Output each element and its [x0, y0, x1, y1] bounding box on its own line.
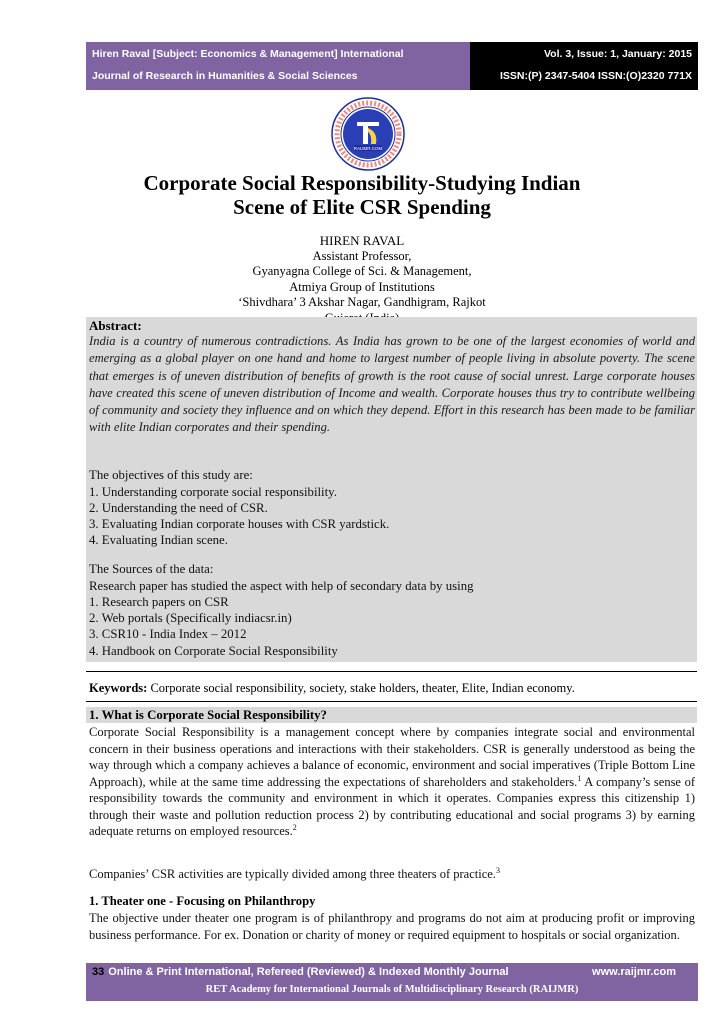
author-affiliation-line: Gyanyagna College of Sci. & Management, — [252, 264, 472, 278]
abstract-heading: Abstract: — [89, 318, 142, 333]
header-issn: ISSN:(P) 2347-5404 ISSN:(O)2320 771X — [499, 70, 692, 82]
author-affiliation-line: Assistant Professor, — [312, 248, 412, 263]
keywords — [89, 681, 575, 696]
author-affiliation-line: ‘Shivdhara’ 3 Akshar Nagar, Gandhigram, Rajkot — [238, 295, 486, 309]
keywords-label: Keywords: — [89, 681, 148, 695]
objective-item: 1. Understanding corporate social responsibility. — [89, 485, 337, 499]
abstract-text: India is a country of numerous contradictions. As India has grown to be one of the largest economies of world and emerging as a global player on one hand and home to largest number of people living in absolute poverty. The scene that emerges is of uneven distribution of benefits of growth is the root cause of social unrest. Large corporate houses have created this scene of uneven distribution of Income and wealth. Corporate houses thus try to contribute wellbeing of community and society they influence and on which they depend. Effort in this research has been made to be familiar with elite Indian corporates and their spending. — [89, 334, 695, 435]
footer-publisher: RET Academy for International Journals of Multidisciplinary Research (RAIJMR) — [205, 984, 579, 995]
author-affiliation-line: Atmiya Group of Institutions — [289, 279, 435, 294]
divider — [86, 671, 697, 672]
objective-item: 4. Evaluating Indian scene. — [89, 533, 228, 547]
footnote-ref: 3 — [495, 865, 500, 875]
objective-item: 3. Evaluating Indian corporate houses with CSR yardstick. — [89, 517, 390, 531]
header-left-line2: Journal of Research in Humanities & Social Sciences — [92, 70, 358, 82]
paper-title-line1: Corporate Social Responsibility-Studying Indian — [143, 171, 581, 195]
page-number: 33 — [92, 966, 105, 978]
author-name: HIREN RAVAL — [319, 233, 405, 248]
author-block — [100, 233, 624, 326]
source-item: 4. Handbook on Corporate Social Responsibility — [89, 644, 338, 658]
source-item: 2. Web portals (Specifically indiacsr.in) — [89, 611, 292, 625]
journal-logo-seal — [330, 96, 406, 172]
footer-journal-type: Online & Print International, Refereed (Reviewed) & Indexed Monthly Journal — [108, 966, 509, 978]
footnote-ref: 2 — [292, 822, 297, 832]
section-paragraph: Companies’ CSR activities are typically divided among three theaters of practice.$^3$ — [89, 865, 500, 881]
footer-line1 — [92, 966, 509, 978]
keywords-text: Corporate social responsibility, society, stake holders, theater, Elite, Indian economy. — [147, 681, 575, 695]
header-issue-info — [470, 42, 698, 90]
theater-one-heading: 1. Theater one - Focusing on Philanthropy — [89, 894, 316, 908]
header-journal-info — [86, 42, 470, 90]
header-volume: Vol. 3, Issue: 1, January: 2015 — [543, 48, 692, 60]
journal-footer — [86, 963, 698, 1001]
header-left-line1: Hiren Raval [Subject: Economics & Management] International — [92, 48, 404, 60]
source-item: 1. Research papers on CSR — [89, 595, 229, 609]
logo-center-text: RAIJMR.COM — [353, 146, 383, 151]
section-title: 1. What is Corporate Social Responsibility? — [89, 708, 327, 722]
objective-item: 2. Understanding the need of CSR. — [89, 501, 268, 515]
divider — [86, 701, 697, 702]
section-paragraph: Corporate Social Responsibility is a management concept where by companies integrate social and environmental concern in their business operations and interactions with their stakeholders. CSR is generally understood as being the way through which a company achieves a balance of economic, environment and social imperatives (Triple Bottom Line Approach), while at the same time addressing the expectations of shareholders and stakeholders.$^1$ A company’s sense of responsibility towards the community and environment in which it operates. Companies express this citizenship 1) through their waste and pollution reduction process 2) by contributing educational and social programs 3) by earning adequate returns on employed resources.$^2$ — [89, 725, 696, 838]
footnote-ref: 1 — [577, 773, 582, 783]
sources-line: Research paper has studied the aspect with help of secondary data by using — [89, 579, 474, 593]
objectives-intro: The objectives of this study are: — [89, 468, 253, 482]
sources-intro: The Sources of the data: — [89, 562, 214, 576]
source-item: 3. CSR10 - India Index – 2012 — [89, 627, 247, 641]
paper-title-line2: Scene of Elite CSR Spending — [233, 195, 491, 219]
journal-header — [86, 42, 698, 90]
theater-one-text: The objective under theater one program is of philanthropy and programs do not aim at producing profit or improving business performance. For ex. Donation or charity of money or required equipment to hospitals or social organization. — [89, 911, 695, 942]
footer-url[interactable]: www.raijmr.com — [592, 966, 676, 978]
